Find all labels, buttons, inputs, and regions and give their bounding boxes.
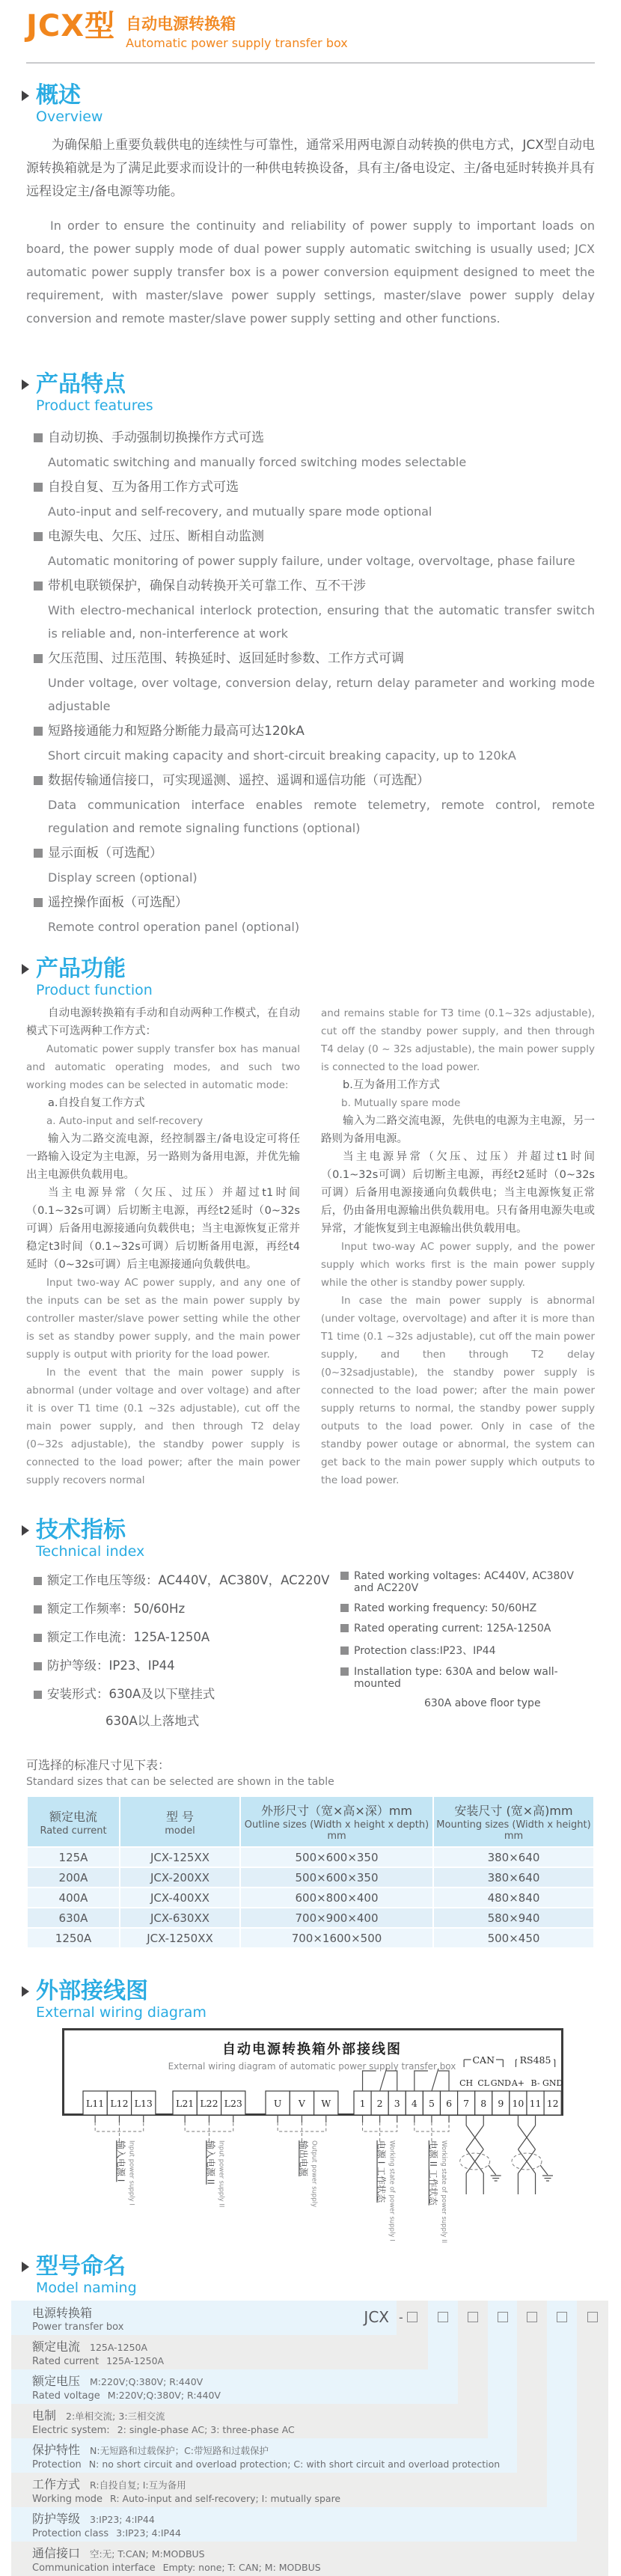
naming-value-en: 2: single-phase AC; 3: three-phase AC bbox=[117, 2424, 295, 2435]
pin-label: A+ bbox=[511, 2078, 525, 2088]
feature-text-en: Short circuit making capacity and short-circuit breaking capacity, up to 120kA bbox=[48, 748, 516, 763]
terminal-label: L11 bbox=[86, 2098, 105, 2109]
feature-text-en: Data communication interface enables remote telemetry, remote control, remote regulation and remote signaling functions (optional) bbox=[48, 798, 595, 835]
table-cell: 480×840 bbox=[434, 1888, 593, 1907]
sizes-note-en: Standard sizes that can be selected are shown in the table bbox=[26, 1776, 334, 1788]
table-cell: 700×1600×500 bbox=[241, 1929, 432, 1947]
function-paragraph: Input two-way AC power supply, and the power supply which works first is the main power supply while the other is standby power supply. bbox=[321, 1241, 595, 1289]
terminal-label: L12 bbox=[110, 2098, 129, 2109]
group-label-en: Working state of power supply I bbox=[388, 2140, 396, 2241]
naming-label-zh: 电源转换箱 bbox=[32, 2305, 93, 2320]
tech-item-continuation: 630A above floor type bbox=[424, 1697, 541, 1709]
switch-symbol bbox=[438, 2071, 449, 2091]
feature-item bbox=[34, 841, 595, 889]
naming-row-label bbox=[11, 2335, 164, 2369]
group-label-en: Input power supply II bbox=[217, 2140, 225, 2208]
feature-text-zh bbox=[34, 769, 595, 793]
tech-item-text: 额定工作电压等级：AC440V，AC380V，AC220V bbox=[47, 1573, 330, 1587]
naming-value-en: Empty: none; T: CAN; M: MODBUS bbox=[162, 2562, 321, 2573]
feature-text-zh bbox=[34, 647, 595, 671]
function-paragraph: 当主电源异常（欠压、过压）并超过t1时间（0.1~32s可调）后切断主电源，再经t2延时（0~32s可调）后备用电源接通向负载供电；当主电源恢复正常并稳定t3时间（0.1~32s可调）后切断备用电源，再经t4延时（0~32s可调）后主电源接通向负载供电。 bbox=[26, 1187, 300, 1271]
tech-item-text: 防护等级：IP23、IP44 bbox=[47, 1658, 175, 1673]
naming-label-en: Rated current bbox=[32, 2356, 100, 2367]
feature-text-zh bbox=[34, 719, 595, 744]
technical-left-list bbox=[26, 1570, 340, 1739]
terminal-label: 2 bbox=[376, 2098, 383, 2109]
naming-label-line-zh bbox=[32, 2509, 181, 2527]
features-list bbox=[34, 426, 595, 938]
product-title-zh: 自动电源转换箱 bbox=[126, 15, 236, 33]
feature-item bbox=[34, 769, 595, 840]
tech-item bbox=[340, 1623, 595, 1635]
overview-title-en: Overview bbox=[36, 109, 103, 125]
switch-blade bbox=[380, 2069, 387, 2091]
section-features-heading bbox=[26, 372, 595, 414]
group-label-en: Working state of power supply II bbox=[439, 2140, 447, 2244]
function-paragraph: 输入为二路交流电源，先供电的电源为主电源，另一路则为备用电源。 bbox=[321, 1115, 595, 1145]
feature-text-zh bbox=[34, 426, 595, 451]
table-header-cell bbox=[241, 1797, 432, 1846]
table-cell: 380×640 bbox=[434, 1848, 593, 1867]
terminal-label: 5 bbox=[428, 2098, 435, 2109]
features-title-zh: 产品特点 bbox=[36, 371, 126, 397]
function-title-en: Product function bbox=[36, 982, 153, 998]
terminal-label: V bbox=[298, 2098, 305, 2109]
table-row bbox=[28, 1929, 593, 1947]
naming-label-zh: 防护等级 bbox=[32, 2512, 81, 2526]
tech-item bbox=[34, 1655, 340, 1673]
naming-value-zh: 125A-1250A bbox=[90, 2342, 148, 2353]
header-zh: 外形尺寸（宽×高×深）mm bbox=[261, 1804, 412, 1818]
tech-item bbox=[34, 1627, 340, 1645]
function-right-column bbox=[321, 1004, 595, 1489]
triangle-bullet-icon bbox=[22, 1986, 29, 1997]
header-en: Rated current bbox=[40, 1825, 107, 1837]
function-columns bbox=[26, 1004, 595, 1489]
terminal-label: 11 bbox=[529, 2098, 542, 2109]
tech-item-text: Rated working voltages: AC440V, AC380V and AC220V bbox=[354, 1570, 574, 1594]
table-head bbox=[28, 1797, 593, 1846]
table-header-cell bbox=[120, 1797, 239, 1846]
table-header-row bbox=[28, 1797, 593, 1846]
group-label-en: Output power supply bbox=[310, 2140, 318, 2208]
feature-item bbox=[34, 426, 595, 474]
naming-label-en: Working mode bbox=[32, 2494, 103, 2505]
header-en: model bbox=[165, 1825, 195, 1837]
switch-symbol bbox=[363, 2071, 376, 2091]
naming-label-en: Power transfer box bbox=[32, 2321, 124, 2333]
switch-symbol bbox=[387, 2071, 397, 2091]
switch-blade bbox=[432, 2069, 438, 2091]
model-code-box bbox=[587, 2312, 598, 2322]
wiring-title-en: External wiring diagram bbox=[36, 2004, 207, 2021]
bullet-square-icon bbox=[34, 1662, 42, 1670]
triangle-bullet-icon bbox=[22, 1525, 29, 1536]
table-cell: 630A bbox=[28, 1908, 119, 1927]
terminal-label: 3 bbox=[394, 2098, 400, 2109]
header-divider bbox=[26, 62, 595, 64]
feature-zh-label: 遥控操作面板（可选配） bbox=[48, 895, 188, 910]
feature-zh-label: 欠压范围、过压范围、转换延时、返回延时参数、工作方式可调 bbox=[48, 651, 404, 666]
naming-label-line-zh bbox=[32, 2544, 321, 2561]
naming-row-label bbox=[11, 2438, 500, 2473]
bus-label: CAN bbox=[472, 2054, 495, 2066]
tech-item bbox=[34, 1570, 340, 1588]
function-paragraph: Automatic power supply transfer box has manual and automatic operating modes, and such two working modes can be selected in automatic mode: bbox=[26, 1043, 300, 1091]
header-zh: 型 号 bbox=[165, 1809, 195, 1824]
function-paragraph: and remains stable for T3 time (0.1~32s adjustable), cut off the standby power supply, and then through T4 delay (0 ~ 32s adjustable), the main power supply is connected to the load power. bbox=[321, 1007, 595, 1073]
feature-item bbox=[34, 475, 595, 523]
bullet-square-icon bbox=[34, 1577, 42, 1585]
tech-item-text: 额定工作电流：125A-1250A bbox=[47, 1630, 210, 1644]
overview-title-zh: 概述 bbox=[36, 82, 81, 109]
feature-zh-label: 电源失电、欠压、过压、断相自动监测 bbox=[48, 529, 264, 544]
feature-item bbox=[34, 719, 595, 767]
naming-label-line-zh bbox=[32, 2406, 295, 2423]
tech-item bbox=[340, 1570, 595, 1594]
table-cell: 600×800×400 bbox=[241, 1888, 432, 1907]
feature-text-zh bbox=[34, 574, 595, 599]
feature-text-en: Under voltage, over voltage, conversion delay, return delay parameter and working mode adjustable bbox=[48, 676, 595, 713]
triangle-bullet-icon bbox=[22, 2262, 29, 2272]
triangle-bullet-icon bbox=[22, 91, 29, 101]
table-cell: 500×600×350 bbox=[241, 1848, 432, 1867]
wiring-diagram bbox=[62, 2028, 571, 2253]
bullet-square-icon bbox=[34, 776, 43, 785]
bullet-square-icon bbox=[34, 532, 43, 541]
pin-label: CL bbox=[477, 2078, 490, 2088]
header-titles bbox=[126, 10, 348, 50]
section-naming-heading bbox=[26, 2254, 595, 2296]
terminal-label: U bbox=[273, 2098, 282, 2109]
overview-paragraph-en: In order to ensure the continuity and reliability of power supply to important loads on board, the power supply mode of dual power supply automatic switching is usually used; JCX automatic power supply transfer box is a power conversion equipment designed to meet the requirement, with master/slave power supply settings, master/slave power supply delay conversion and remote master/slave power supply setting and other functions. bbox=[26, 219, 595, 326]
bullet-square-icon bbox=[340, 1572, 349, 1580]
naming-label-zh: 电制 bbox=[32, 2408, 57, 2423]
table-row bbox=[28, 1888, 593, 1907]
naming-label-line-en bbox=[32, 2562, 321, 2574]
terminal-label: 9 bbox=[498, 2098, 504, 2109]
bullet-square-icon bbox=[34, 1605, 42, 1614]
bullet-square-icon bbox=[340, 1624, 349, 1632]
function-paragraph: b.互为备用工作方式 bbox=[343, 1079, 440, 1091]
table-cell: 380×640 bbox=[434, 1868, 593, 1887]
standard-sizes-table bbox=[26, 1795, 595, 1949]
naming-label-line-zh bbox=[32, 2372, 221, 2389]
table-cell: JCX-200XX bbox=[120, 1868, 239, 1887]
naming-label-en: Electric system: bbox=[32, 2425, 110, 2436]
feature-zh-label: 显示面板（可选配） bbox=[48, 846, 162, 861]
table-cell: JCX-400XX bbox=[120, 1888, 239, 1907]
technical-title-zh: 技术指标 bbox=[36, 1517, 126, 1543]
naming-title-en: Model naming bbox=[36, 2280, 137, 2296]
tech-item-text: Rated working frequency: 50/60HZ bbox=[354, 1602, 537, 1614]
model-code-box bbox=[407, 2312, 417, 2322]
table-cell: 200A bbox=[28, 1868, 119, 1887]
group-label-zh: 电源 II 工作状态 bbox=[427, 2140, 438, 2206]
table-cell: JCX-630XX bbox=[120, 1908, 239, 1927]
naming-value-en: 3:IP23; 4:IP44 bbox=[116, 2527, 181, 2539]
feature-text-en: With electro-mechanical interlock protection, ensuring that the automatic transfer switch is reliable and, non-interference at work bbox=[48, 603, 595, 641]
bullet-square-icon bbox=[34, 898, 43, 907]
technical-columns bbox=[26, 1570, 595, 1739]
bullet-square-icon bbox=[34, 849, 43, 858]
function-paragraph: 自动电源转换箱有手动和自动两种工作模式，在自动模式下可选两种工作方式： bbox=[26, 1007, 300, 1037]
naming-row-label bbox=[11, 2473, 340, 2507]
group-label-zh: 输出电源 bbox=[298, 2140, 309, 2177]
feature-text-en: Automatic switching and manually forced switching modes selectable bbox=[48, 455, 467, 469]
tech-item bbox=[340, 1666, 595, 1690]
naming-label-line-en bbox=[32, 2390, 221, 2402]
function-paragraph: a. Auto-input and self-recovery bbox=[46, 1115, 204, 1127]
model-code-prefix: JCX bbox=[364, 2308, 389, 2326]
tech-item-text: Protection class:IP23、IP44 bbox=[354, 1645, 496, 1657]
function-title-zh: 产品功能 bbox=[36, 956, 126, 982]
naming-value-zh: M:220V;Q:380V; R:440V bbox=[90, 2376, 204, 2387]
tech-item-text: Installation type: 630A and below wall-mounted bbox=[354, 1666, 558, 1690]
group-label-zh: 输入电源 I bbox=[115, 2140, 126, 2182]
naming-column-strip bbox=[547, 2301, 577, 2542]
naming-label-line-zh bbox=[32, 2337, 164, 2354]
feature-text-en: Display screen (optional) bbox=[48, 870, 198, 885]
naming-label-zh: 额定电压 bbox=[32, 2374, 81, 2388]
naming-label-line-en bbox=[32, 2459, 500, 2470]
feature-item bbox=[34, 574, 595, 645]
naming-value-zh: 2:单相交流; 3:三相交流 bbox=[66, 2411, 165, 2422]
tech-item bbox=[340, 1643, 595, 1658]
table-cell: 1250A bbox=[28, 1929, 119, 1947]
bullet-square-icon bbox=[340, 1604, 349, 1612]
terminal-label: 10 bbox=[512, 2098, 524, 2109]
bullet-square-icon bbox=[34, 582, 43, 590]
wiring-title-zh: 外部接线图 bbox=[36, 1978, 148, 2004]
pin-label: CH bbox=[459, 2078, 474, 2088]
function-paragraph: a.自投自复工作方式 bbox=[48, 1097, 145, 1109]
terminal-label: 6 bbox=[446, 2098, 453, 2109]
naming-label-zh: 额定电流 bbox=[32, 2340, 81, 2354]
naming-value-zh: 空:无; T:CAN; M:MODBUS bbox=[90, 2548, 205, 2560]
naming-row-label bbox=[11, 2301, 123, 2335]
naming-label-line-zh bbox=[32, 2475, 340, 2492]
terminal-label: 4 bbox=[411, 2098, 417, 2109]
ground-lead bbox=[489, 2165, 496, 2175]
naming-value-zh: N:无短路和过载保护；C:带短路和过载保护 bbox=[90, 2445, 269, 2456]
section-overview-heading bbox=[26, 83, 595, 125]
naming-label-en: Protection bbox=[32, 2459, 82, 2470]
table-cell: 700×900×400 bbox=[241, 1908, 432, 1927]
table-cell: 500×450 bbox=[434, 1929, 593, 1947]
naming-value-en: R: Auto-input and self-recovery; I: mutually spare bbox=[110, 2493, 341, 2504]
terminal-label: 7 bbox=[463, 2098, 470, 2109]
diagram-title-en: External wiring diagram of automatic power supply transfer box bbox=[168, 2061, 456, 2072]
naming-label-line-en bbox=[32, 2493, 340, 2505]
naming-row-label bbox=[11, 2507, 181, 2542]
section-function-heading bbox=[26, 956, 595, 998]
table-cell: 500×600×350 bbox=[241, 1868, 432, 1887]
naming-value-zh: 3:IP23; 4:IP44 bbox=[90, 2514, 155, 2525]
model-code-box bbox=[527, 2312, 537, 2322]
terminal-label: L22 bbox=[200, 2098, 218, 2109]
bullet-square-icon bbox=[34, 654, 43, 663]
naming-value-en: M:220V;Q:380V; R:440V bbox=[107, 2390, 221, 2401]
table-cell: JCX-1250XX bbox=[120, 1929, 239, 1947]
feature-text-zh bbox=[34, 475, 595, 500]
naming-title-zh: 型号命名 bbox=[36, 2253, 126, 2280]
pin-label: GND bbox=[542, 2078, 563, 2088]
naming-value-en: N: no short circuit and overload protection; C: with short circuit and overload protection bbox=[88, 2459, 501, 2470]
table-header-cell bbox=[28, 1797, 119, 1846]
section-technical-heading bbox=[26, 1518, 595, 1560]
table-body bbox=[28, 1848, 593, 1947]
naming-label-line-zh bbox=[32, 2441, 500, 2458]
product-title-en: Automatic power supply transfer box bbox=[126, 36, 348, 50]
header-zh: 额定电流 bbox=[49, 1809, 97, 1824]
function-paragraph: 输入为二路交流电源，经控制器主/备电设定可将任一路输入设定为主电源，另一路则为备用电源，并优先输出主电源供负载用电。 bbox=[26, 1133, 300, 1181]
terminal-label: L21 bbox=[176, 2098, 195, 2109]
terminal-label: 1 bbox=[359, 2098, 366, 2109]
bullet-square-icon bbox=[34, 433, 43, 442]
feature-item bbox=[34, 891, 595, 938]
bullet-square-icon bbox=[34, 727, 43, 736]
section-wiring-heading bbox=[26, 1979, 595, 2021]
feature-text-en: Automatic monitoring of power supply failure, under voltage, overvoltage, phase failure bbox=[48, 554, 575, 568]
naming-label-en: Communication interface bbox=[32, 2563, 156, 2574]
naming-label-zh: 工作方式 bbox=[32, 2477, 81, 2491]
naming-row-label bbox=[11, 2369, 221, 2404]
group-label-zh: 输入电源 II bbox=[205, 2140, 216, 2185]
feature-text-en: Auto-input and self-recovery, and mutually spare mode optional bbox=[48, 504, 432, 519]
model-code-dash: - bbox=[399, 2310, 403, 2325]
triangle-bullet-icon bbox=[22, 964, 29, 974]
feature-text-en: Remote control operation panel (optional) bbox=[48, 920, 300, 934]
bullet-square-icon bbox=[34, 483, 43, 492]
function-paragraph: b. Mutually spare mode bbox=[341, 1097, 461, 1109]
table-cell: JCX-125XX bbox=[120, 1848, 239, 1867]
terminal-label: L13 bbox=[134, 2098, 153, 2109]
feature-zh-label: 短路接通能力和短路分断能力最高可达120kA bbox=[48, 724, 305, 739]
header-en: Outline sizes (Width x height x depth) mm bbox=[244, 1819, 429, 1842]
terminal-label: L23 bbox=[224, 2098, 242, 2109]
table-row bbox=[28, 1868, 593, 1887]
tech-item bbox=[34, 1684, 340, 1702]
terminal-label: 8 bbox=[480, 2098, 487, 2109]
function-left-column bbox=[26, 1004, 300, 1489]
switch-symbol bbox=[414, 2071, 428, 2091]
product-model-title: JCX型 bbox=[26, 9, 116, 43]
technical-title-en: Technical index bbox=[36, 1543, 145, 1560]
feature-item bbox=[34, 647, 595, 718]
bus-label: RS485 bbox=[519, 2054, 551, 2066]
naming-label-line-en bbox=[32, 2527, 181, 2539]
naming-label-line-zh bbox=[32, 2304, 123, 2321]
naming-label-line-en bbox=[32, 2424, 295, 2436]
function-paragraph: Input two-way AC power supply, and any one of the inputs can be set as the main power supply by controller master/slave power setting while the other is set as standby power supply, and the main power supply is output with priority for the load power. bbox=[26, 1277, 300, 1361]
naming-label-line-en bbox=[32, 2322, 123, 2333]
function-paragraph: In case the main power supply is abnormal (under voltage, overvoltage) and after it is more than T1 time (0.1 ~32s adjustable), cut off the main power supply, and then through T2 delay (0~32sadjustable), the standby power supply is connected to the load power; after the main power supply returns to normal, the standby power supply outputs to the load power. Only in case of the standby power outage or abnormal, the system can get back to the main power supply which outputs to the load power. bbox=[321, 1295, 595, 1486]
tech-item-text: 额定工作频率：50/60Hz bbox=[47, 1602, 186, 1616]
model-code-box bbox=[468, 2312, 478, 2322]
table-row bbox=[28, 1848, 593, 1867]
tech-item bbox=[340, 1602, 595, 1614]
table-cell: 400A bbox=[28, 1888, 119, 1907]
model-code-box bbox=[438, 2312, 448, 2322]
header-zh: 安装尺寸 (宽×高)mm bbox=[454, 1804, 573, 1818]
tech-item-text: 安装形式：630A及以下壁挂式 bbox=[47, 1687, 215, 1701]
model-code-box bbox=[557, 2312, 567, 2322]
pin-label: GND bbox=[490, 2078, 511, 2088]
naming-label-en: Rated voltage bbox=[32, 2390, 100, 2402]
ground-lead bbox=[540, 2165, 548, 2175]
diagram-title-zh: 自动电源转换箱外部接线图 bbox=[222, 2042, 402, 2057]
naming-value-en: 125A-1250A bbox=[106, 2355, 165, 2366]
features-title-en: Product features bbox=[36, 397, 153, 414]
naming-label-zh: 保护特性 bbox=[32, 2443, 81, 2457]
bullet-square-icon bbox=[340, 1667, 349, 1676]
group-label-en: Input power supply I bbox=[127, 2140, 135, 2206]
feature-zh-label: 数据传输通信接口，可实现遥测、遥控、遥调和遥信功能（可选配） bbox=[48, 773, 429, 788]
pin-label: B- bbox=[530, 2078, 540, 2088]
feature-text-zh bbox=[34, 891, 595, 915]
bullet-square-icon bbox=[34, 1634, 42, 1642]
feature-zh-label: 自投自复、互为备用工作方式可选 bbox=[48, 480, 239, 495]
feature-zh-label: 自动切换、手动强制切换操作方式可选 bbox=[48, 430, 264, 445]
function-paragraph: 当主电源异常（欠压、过压）并超过t1时间（0.1~32s可调）后切断主电源，再经t2延时（0~32s可调）后备用电源接通向负载供电；当主电源恢复正常后，仍由备用电源输出供负载用电。只有备用电源失电或异常，才能恢复到主电源输出供负载用电。 bbox=[321, 1151, 595, 1235]
tech-item-text: Rated operating current: 125A-1250A bbox=[354, 1623, 551, 1635]
function-paragraph: In the event that the main power supply is abnormal (under voltage and over voltage) and after it is over T1 time (0.1 ~32s adjustable), cut off the main power supply, and then through T2 delay (0~32s adjustable), the standby power supply is connected to the load power; after the main power supply recovers normal bbox=[26, 1367, 300, 1486]
group-label-zh: 电源 I 工作状态 bbox=[376, 2140, 387, 2203]
terminal-label: 12 bbox=[546, 2098, 559, 2109]
sizes-note-zh: 可选择的标准尺寸见下表： bbox=[26, 1758, 171, 1772]
feature-item bbox=[34, 525, 595, 573]
tech-item bbox=[34, 1599, 340, 1617]
terminal-label: W bbox=[321, 2098, 331, 2109]
naming-label-zh: 通信接口 bbox=[32, 2546, 81, 2560]
naming-row-label bbox=[11, 2542, 321, 2576]
bullet-square-icon bbox=[340, 1646, 349, 1655]
bullet-square-icon bbox=[34, 1691, 42, 1699]
naming-label-en: Protection class bbox=[32, 2528, 109, 2539]
model-code-box bbox=[498, 2312, 508, 2322]
overview-paragraph-zh: 为确保船上重要负载供电的连续性与可靠性，通常采用两电源自动转换的供电方式，JCX型自动电源转换箱就是为了满足此要求而设计的一种供电转换设备，具有主/备电设定、主/备电延时转换并具有远程设定主/备电源等功能。 bbox=[26, 138, 595, 199]
naming-label-line-en bbox=[32, 2355, 164, 2367]
table-cell: 125A bbox=[28, 1848, 119, 1867]
table-header-cell bbox=[434, 1797, 593, 1846]
page-header bbox=[26, 0, 595, 50]
technical-right-list bbox=[340, 1570, 595, 1739]
table-cell: 580×940 bbox=[434, 1908, 593, 1927]
feature-text-zh bbox=[34, 525, 595, 549]
naming-value-zh: R:自投自复; I:互为备用 bbox=[90, 2479, 186, 2491]
naming-column-strip bbox=[577, 2301, 608, 2576]
triangle-bullet-icon bbox=[22, 379, 29, 390]
header-en: Mounting sizes (Width x height) mm bbox=[436, 1819, 591, 1842]
tech-item-continuation: 630A以上落地式 bbox=[105, 1714, 200, 1728]
naming-row-label bbox=[11, 2404, 295, 2438]
table-row bbox=[28, 1908, 593, 1927]
feature-zh-label: 带机电联锁保护，确保自动转换开关可靠工作、互不干涉 bbox=[48, 579, 366, 593]
model-naming-diagram bbox=[11, 2301, 608, 2576]
feature-text-zh bbox=[34, 841, 595, 866]
